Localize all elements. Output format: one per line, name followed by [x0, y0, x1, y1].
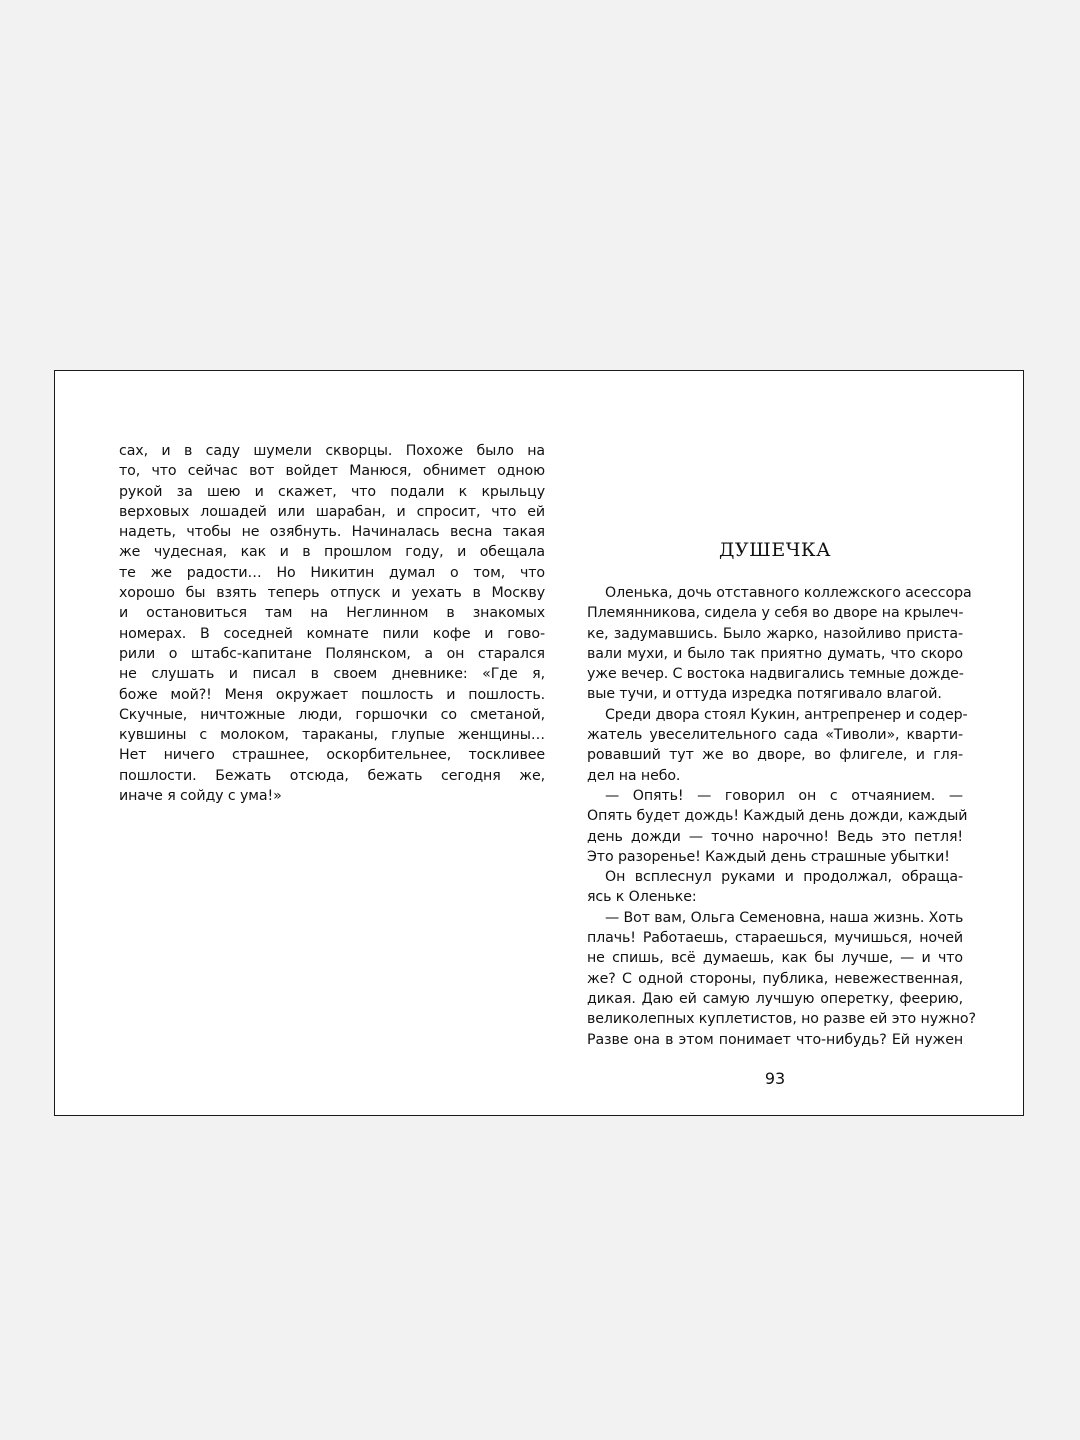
text-line: вые тучи, и оттуда изредка потягивало влагой.	[587, 686, 942, 703]
text-line: и остановиться там на Неглинном в знакомых	[119, 605, 545, 622]
text-line: хорошо бы взять теперь отпуск и уехать в Москву	[119, 585, 545, 602]
text-line: же? С одной стороны, публика, невежественная,	[587, 970, 963, 987]
text-line: — Опять! — говорил он с отчаянием. —	[605, 787, 963, 804]
chapter-title: ДУШЕЧКА	[718, 539, 831, 561]
text-line: день дожди — точно нарочно! Ведь это петля!	[587, 828, 963, 845]
text-line: Среди двора стоял Кукин, антрепренер и содер-	[605, 706, 968, 723]
text-line: Опять будет дождь! Каждый день дожди, каждый	[587, 808, 968, 825]
text-line: верховых лошадей или шарабан, и спросит, что ей	[119, 503, 545, 520]
text-line: кувшины с молоком, тараканы, глупые женщины…	[119, 727, 545, 744]
text-line: Он всплеснул руками и продолжал, обраща-	[605, 869, 963, 886]
text-line: ровавший тут же во дворе, во флигеле, и гля-	[587, 747, 963, 764]
text-line: номерах. В соседней комнате пили кофе и гово-	[119, 625, 545, 642]
text-line: рили о штабс-капитане Полянском, а он старался	[119, 645, 545, 662]
text-line: ке, задумавшись. Было жарко, назойливо приста-	[587, 625, 963, 642]
text-line: иначе я сойду с ума!»	[119, 788, 282, 805]
text-line: Племянникова, сидела у себя во дворе на крылеч-	[587, 605, 964, 622]
text-line: великолепных куплетистов, но разве ей это нужно?	[587, 1011, 976, 1028]
text-line: боже мой?! Меня окружает пошлость и пошлость.	[119, 686, 545, 703]
text-line: надеть, чтобы не озябнуть. Начиналась весна такая	[119, 524, 545, 541]
book-spread	[54, 370, 1024, 1116]
text-line: уже вечер. С востока надвигались темные дожде-	[587, 666, 964, 683]
text-line: Это разоренье! Каждый день страшные убытки!	[587, 848, 950, 865]
text-line: жатель увеселительного сада «Тиволи», кварти-	[587, 727, 963, 744]
left-page-text	[119, 441, 545, 806]
text-line: Скучные, ничтожные люди, горшочки со сметаной,	[119, 706, 545, 723]
text-line: плачь! Работаешь, стараешься, мучишься, ночей	[587, 930, 963, 947]
text-line: Оленька, дочь отставного коллежского асессора	[605, 585, 972, 601]
text-line: дикая. Даю ей самую лучшую оперетку, феерию,	[587, 990, 963, 1007]
text-line: — Вот вам, Ольга Семеновна, наша жизнь. Хоть	[605, 909, 964, 926]
text-line: ясь к Оленьке:	[587, 889, 697, 906]
right-page-text	[587, 583, 976, 1050]
text-line: то, что сейчас вот войдет Манюся, обнимет одною	[119, 463, 545, 480]
text-line: сах, и в саду шумели скворцы. Похоже было на	[119, 443, 545, 459]
text-line: не слушать и писал в своем дневнике: «Где я,	[119, 666, 545, 683]
text-line: не спишь, всё думаешь, как бы лучше, — и что	[587, 950, 963, 967]
text-line: пошлости. Бежать отсюда, бежать сегодня же,	[119, 767, 545, 784]
text-line: те же радости… Но Никитин думал о том, что	[119, 564, 545, 581]
text-line: дел на небо.	[587, 767, 681, 784]
text-line: вали мухи, и было так приятно думать, что скоро	[587, 645, 963, 662]
page-number: 93	[764, 1069, 786, 1088]
text-line: же чудесная, как и в прошлом году, и обещала	[119, 544, 545, 561]
text-line: Нет ничего страшнее, оскорбительнее, тоскливее	[119, 747, 545, 764]
text-line: Разве она в этом понимает что-нибудь? Ей нужен	[587, 1031, 963, 1048]
text-line: рукой за шею и скажет, что подали к крыльцу	[119, 483, 545, 500]
